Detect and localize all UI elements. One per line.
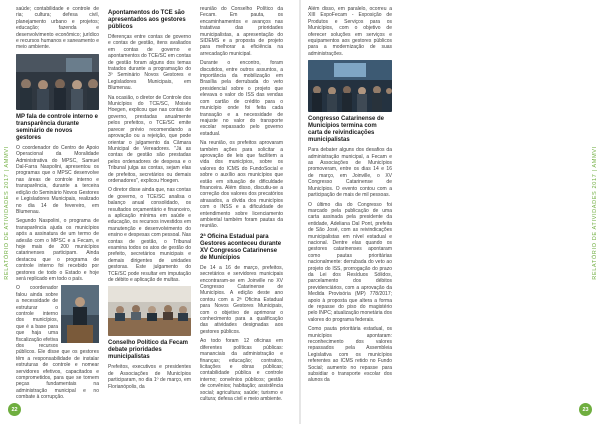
paragraph: O último dia do Congresso foi marcado pela publicação de uma carta assinada pela presidente da entidade, Adeliana Dal Pont, prefeita de São José, com as reivindicações municipalistas em nível estadual e nacional. Dentre elas quando os gestores catarinenses apontaram como pautas prioritárias nacionalmente: derrubada do veto ao projeto do ISS, prorrogação do prazo da Lei dos Resíduos Sólidos, parcelamento dos débitos previdenciários, com a aprovação da Medida Provisória (MP) 778/2017; apoio à proposta que altera a forma de repasse do piso do magistério pelo INPC; atualização monetária dos valores do programa federais. xyxy=(308,201,392,323)
photo-speaker xyxy=(61,285,99,343)
photo-seminar-audience xyxy=(16,54,99,110)
headline-oficina: 2ª Oficina Estadual para Gestores aconteceu durante XV Congresso Catarinense de Municípios xyxy=(200,233,282,261)
left-column-3 xyxy=(200,6,283,405)
right-column-1 xyxy=(308,6,392,387)
paragraph: De 14 a 16 de março, prefeitos, secretários e servidores municipais encontraram-se em Joinville no XV Congresso Catarinense de Municípios. A edição deste ano contou com a 2ª Oficina Estadual para Novos Gestores Municipais, com o objetivo de aprimorar o conhecimento para a qualificação das atividades designadas aos gestores públicos. xyxy=(200,264,283,335)
paragraph: saúde; contabilidade e controle de ria; cultura; defesa civil, planejamento urbano e projetos; educação; fazenda e desenvolvimento econômico; jurídico e recursos humanos e saneamento e meio ambiente. xyxy=(16,6,99,51)
side-label-left: RELATÓRIO DE ATIVIDADES 2017 | AMMVI xyxy=(4,146,11,280)
left-column-2 xyxy=(108,6,191,393)
photo-congresso-plenary xyxy=(308,60,392,112)
paragraph: Na ocasião, o diretor de Controle dos Municípios do TCE/SC, Moisés Hoegen, explicou que nas contas de governo, prestadas anualmente pelos prefeitos, o TCE/SC emite parecer prévio recomendando a aprovação ou a rejeição, que pode orientar o julgamento da Câmara Municipal de Vereadores. "Já as contas de gestão são prestadas pelos ordenadores de despesa e o Tribunal julga as contas, sejam elas de prefeitos, secretários ou demais ordenadores", explicou Hoegen. xyxy=(108,94,191,184)
paragraph: Como pauta prioritária estadual, os municípios apontaram: reconhecimento dos valores repassados pela Assembleia Legislativa com os municípios referentes ao ICMS retido no Fundo Social; aumento no repasse para subsidiar o transporte escolar dos alunos da xyxy=(308,326,392,384)
paragraph: Durante o encontro, foram discutidos, entre outros assuntos, a importância da mobilização em Brasília pela derrubada do veto presidencial sobre o projeto que elevava o valor do ISS das vendas com cartão de crédito para o município onde foi feita cada transação e a necessidade de reajuste no valor do transporte escolar repassado pelo governo estadual. xyxy=(200,60,283,137)
paragraph: Segundo Naspolini, o programa de transparência ajuda os municípios após a assinatura de um termo de adesão com o MPSC e a Fecam, e hoje mais de 200 municípios catarinenses participam. Ainda destacou que o programa de controle interno foi recebido por gestores de todo o Estado e hoje será replicado em todo o país. xyxy=(16,218,99,282)
headline-mp: MP fala de controle interno e transparência durante seminário de novos gestores xyxy=(16,113,98,141)
right-page xyxy=(300,0,600,424)
left-column-1 xyxy=(16,6,99,404)
paragraph: reunião do Conselho Político da Fecam. Em pauta, os encaminhamentos e avanços nas tratativas das prioridades municipalistas, a apresentação do SIDEMS e a proposta de projeto para melhorar a eficiência na arrecadação municipal. xyxy=(200,6,283,57)
paragraph: Para debater alguns dos desafios da administração municipal, a Fecam e as Associações de Municípios promoveram, entre os dias 14 e 16 de março, em Joinville, o XV Congresso Catarinense de Municípios. O evento contou com a participação de mais de mil pessoas. xyxy=(308,147,392,199)
side-label-right: RELATÓRIO DE ATIVIDADES 2017 | AMMVI xyxy=(592,146,599,280)
headline-tce: Apontamentos do TCE são apresentados aos gestores públicos xyxy=(108,10,186,30)
paragraph: Ao todo foram 12 oficinas em diferentes políticas públicas: mananciais da administração e finanças; educação; contratos, licitações e obras públicas; contabilidade pública e controle interno; convênios públicos; gestão de convênios; habitação; assistência social; agricultura; saúde; turismo e cultura; defesa civil e meio ambiente. xyxy=(200,338,283,402)
paragraph: Prefeitos, executivos e presidentes de Associações de Municípios participaram, no dia 1º de março, em Florianópolis, da xyxy=(108,364,191,390)
paragraph: O diretor disse ainda que, nas contas de governo, o TCE/SC analisa o balanço anual consolidado, os resultados orçamentário e financeiro, a aplicação mínima em saúde e educação, os recursos investidos em manutenção e desenvolvimento do ensino e despesas com pessoal. Nas contas de gestão, o Tribunal examina todos os atos de gestão do prefeito, secretários municipais e demais dirigentes de unidades gestoras. Este julgamento do TCE/SC pode resultar em imputação de débito e aplicação de multas. xyxy=(108,187,191,284)
headline-conselho: Conselho Político da Fecam debate prioridades municipalistas xyxy=(108,340,189,361)
paragraph: Diferenças entre contas de governo e contas de gestão, itens avaliados em contas de governo e apontamentos do TCE/SC em contas de gestão foram alguns dos temas tratados durante a programação do 3º Seminário Novos Gestores e Legisladores Municipais, em Blumenau. xyxy=(108,34,191,92)
headline-congresso: Congresso Catarinense de Municípios termina com carta de reivindicações municipalistas xyxy=(308,116,385,144)
paragraph: Além disso, em paralelo, ocorreu a XIII ExpoFecam - Exposição de Produtos e Serviços para os Municípios, com o objetivo de oferecer soluções em serviços e equipamentos aos gestores públicos para a modernização de suas administrações. xyxy=(308,6,392,57)
paragraph: O coordenador do Centro de Apoio Operacional da Moralidade Administrativa do MPSC, Samuel Dal-Farra Naspolini, apresentou os programas que o MPSC desenvolve nas áreas de controle interno e transparência, durante a terceira edição do Seminário Novos Gestores e Legisladores Municipais, realizado no dia 14 de fevereiro, em Blumenau. xyxy=(16,144,99,215)
paragraph: O coordenador falou ainda sobre a necessidade de estruturar o controle interno dos municípios, que é a base para que haja uma fiscalização efetiva dos recursos públicos. Ele disse que os gestores têm a responsabilidade de instalar estruturas de controle e nomear servidores efetivos, capacitados e comprometidos, para que se tornem peças fundamentais na administração municipal e no combate à corrupção. xyxy=(16,285,99,401)
page-number-right: 23 xyxy=(579,403,592,416)
page-number-left: 22 xyxy=(8,403,21,416)
photo-conselho-meeting xyxy=(108,286,191,336)
paragraph: Na reunião, os prefeitos aprovaram também ações para solicitar a aprovação de leis que facilitem a vida dos municípios, sobre os valores do ICMS do FundoSocial e sobre o auxílio aos municípios que estão em situação de dificuldade financeira. Além disso, discutiu-se a correção dos valores dos precatórios atrasados, a dívida dos municípios com o INSS e a dificuldade de entendimento sobre licenciamento ambiental também foram pautas da reunião. xyxy=(200,140,283,230)
